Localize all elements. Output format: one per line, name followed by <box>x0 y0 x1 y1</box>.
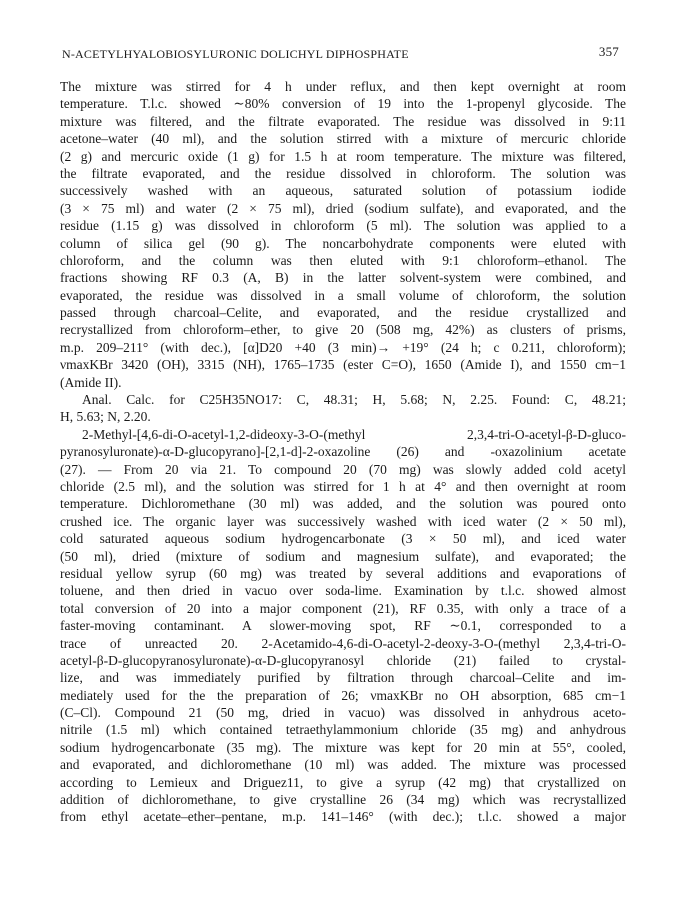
text-line: fractions showing RF 0.3 (A, B) in the latter solvent-system were combined, and <box>60 270 626 286</box>
text-line: crushed ice. The organic layer was successively washed with iced water (2 × 50 ml), <box>60 513 626 529</box>
text-line: temperature. Dichloromethane (30 ml) was added, and the solution was poured onto <box>60 496 626 512</box>
text-line: according to Lemieux and Driguez11, to give a syrup (42 mg) that crystallized on <box>60 774 626 790</box>
text-line: successively washed with an aqueous, saturated solution of potassium iodide <box>60 183 626 199</box>
text-line: residual yellow syrup (60 mg) was treated by several additions and evaporations of <box>60 565 626 581</box>
text-line: chloride (2.5 ml), and the solution was stirred for 1 h at 4° and then overnight at room <box>60 478 626 494</box>
text-line: and evaporated, and dichloromethane (10 ml) was added. The mixture was processed <box>60 757 626 773</box>
text-line: (C–Cl). Compound 21 (50 mg, dried in vacuo) was dissolved in anhydrous aceto- <box>60 705 626 721</box>
text-line: addition of dichloromethane, to give crystalline 26 (34 mg) which was recrystallized <box>60 792 626 808</box>
running-title: N-ACETYLHYALOBIOSYLURONIC DOLICHYL DIPHOSPHATE <box>62 47 409 61</box>
text-line: nitrile (1.5 ml) which contained tetraethylammonium chloride (35 mg) and anhydrous <box>60 722 626 738</box>
section-heading-line: 2-Methyl-[4,6-di-O-acetyl-1,2-dideoxy-3-O-(methyl 2,3,4-tri-O-acetyl-β-D-gluco- <box>82 426 626 442</box>
section-heading-line: pyranosyluronate)-α-D-glucopyrano]-[2,1-d]-2-oxazoline (26) and -oxazolinium acetate <box>60 444 626 460</box>
text-line: (3 × 75 ml) and water (2 × 75 ml), dried (sodium sulfate), and evaporated, and the <box>60 200 626 216</box>
text-line: νmaxKBr 3420 (OH), 3315 (NH), 1765–1735 (ester C=O), 1650 (Amide I), and 1550 cm−1 <box>60 357 626 373</box>
text-line: temperature. T.l.c. showed ∼80% conversion of 19 into the 1-propenyl glycoside. The <box>60 96 626 112</box>
text-line: residue (1.15 g) was dissolved in chloroform (5 ml). The solution was applied to a <box>60 218 626 234</box>
page-number: 357 <box>598 44 619 59</box>
text-line: m.p. 209–211° (with dec.), [α]D20 +40 (3 min)→ +19° (24 h; c 0.211, chloroform); <box>60 339 626 355</box>
text-line: mixture was filtered, and the filtrate evaporated. The residue was dissolved in 9:11 <box>60 113 626 129</box>
text-line: trace of unreacted 20. 2-Acetamido-4,6-di-O-acetyl-2-deoxy-3-O-(methyl 2,3,4-tri-O- <box>60 635 626 651</box>
text-line: chloroform, and the column was then eluted with 9:1 chloroform–ethanol. The <box>60 252 626 268</box>
text-line: (Amide II). <box>60 374 122 390</box>
text-line: from ethyl acetate–ether–pentane, m.p. 141–146° (with dec.); t.l.c. showed a major <box>60 809 626 825</box>
text-line: sodium hydrogencarbonate (35 mg). The mixture was kept for 20 min at 55°, cooled, <box>60 739 626 755</box>
text-line: evaporated, the residue was dissolved in a small volume of chloroform, the solution <box>60 287 626 303</box>
text-line: mediately used for the the preparation of 26; νmaxKBr no OH absorption, 685 cm−1 <box>60 687 626 703</box>
text-line: cold saturated aqueous sodium hydrogencarbonate (3 × 50 ml), and iced water <box>60 531 626 547</box>
text-line: acetyl-β-D-glucopyranosyluronate)-α-D-glucopyranosyl chloride (21) failed to crystal- <box>60 652 626 668</box>
text-line: acetone–water (40 ml), and the solution stirred with a mixture of mercuric chloride <box>60 131 626 147</box>
text-line: lize, and was immediately purified by filtration through charcoal–Celite and im- <box>60 670 626 686</box>
text-line: H, 5.63; N, 2.20. <box>60 409 151 425</box>
text-line: total conversion of 20 into a major component (21), RF 0.35, with only a trace of a <box>60 600 626 616</box>
text-line: (27). — From 20 via 21. To compound 20 (70 mg) was slowly added cold acetyl <box>60 461 626 477</box>
page-header <box>60 44 619 64</box>
text-line: (2 g) and mercuric oxide (1 g) for 1.5 h at room temperature. The mixture was filtered, <box>60 148 626 164</box>
text-line: faster-moving contaminant. A slower-moving spot, RF ∼0.1, corresponded to a <box>60 618 626 634</box>
text-line: the filtrate evaporated, and the residue dissolved in chloroform. The solution was <box>60 165 626 181</box>
text-line: (50 ml), dried (mixture of sodium and magnesium sulfate), and evaporated; the <box>60 548 626 564</box>
text-line: column of silica gel (90 g). The noncarbohydrate components were eluted with <box>60 235 626 251</box>
text-line: Anal. Calc. for C25H35NO17: C, 48.31; H, 5.68; N, 2.25. Found: C, 48.21; <box>82 392 626 408</box>
text-line: passed through charcoal–Celite, and evaporated, and the residue crystallized and <box>60 305 626 321</box>
text-line: recrystallized from chloroform–ether, to give 20 (508 mg, 42%) as clusters of prisms, <box>60 322 626 338</box>
text-line: toluene, and then dried in vacuo over soda-lime. Examination by t.l.c. showed almost <box>60 583 626 599</box>
body-text <box>60 78 626 826</box>
text-line: The mixture was stirred for 4 h under reflux, and then kept overnight at room <box>60 79 626 94</box>
